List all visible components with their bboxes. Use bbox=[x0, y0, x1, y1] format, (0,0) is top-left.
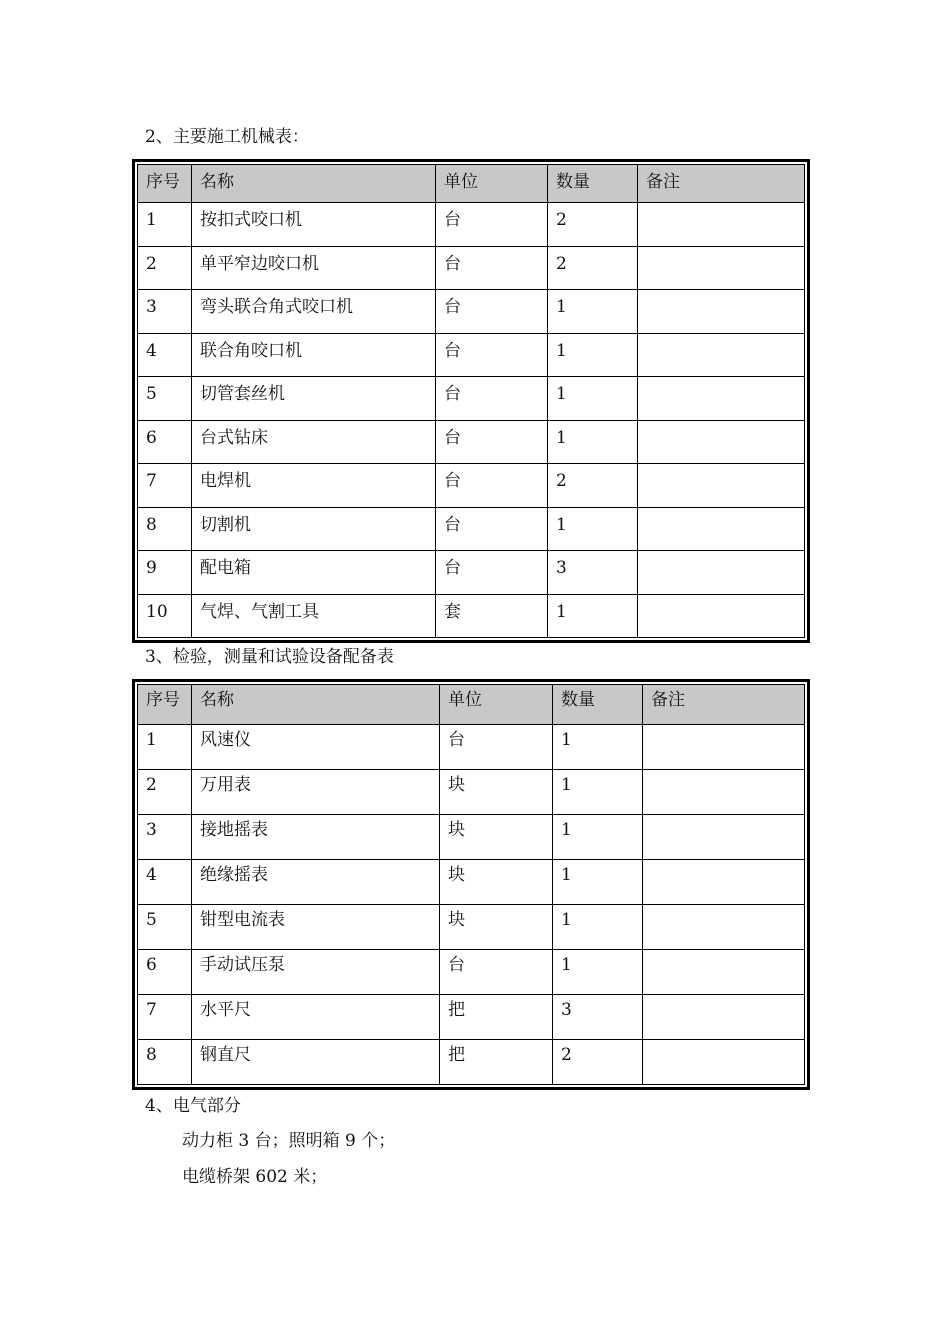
cell-quantity: 3 bbox=[548, 551, 638, 595]
machinery-section-title: 2、主要施工机械表： bbox=[145, 127, 309, 147]
cell-index: 4 bbox=[138, 333, 192, 377]
cell-remarks bbox=[643, 950, 805, 995]
cell-quantity: 1 bbox=[548, 377, 638, 421]
cell-unit: 块 bbox=[440, 860, 553, 905]
cell-name: 切管套丝机 bbox=[192, 377, 436, 421]
cell-quantity: 1 bbox=[553, 770, 643, 815]
header-unit: 单位 bbox=[436, 165, 548, 203]
cell-remarks bbox=[643, 725, 805, 770]
cell-name: 切割机 bbox=[192, 507, 436, 551]
cell-quantity: 1 bbox=[553, 905, 643, 950]
cell-quantity: 2 bbox=[548, 203, 638, 247]
machinery-table-frame bbox=[132, 159, 810, 643]
cell-index: 10 bbox=[138, 594, 192, 638]
cell-quantity: 1 bbox=[548, 333, 638, 377]
table-row bbox=[138, 377, 805, 421]
cell-index: 7 bbox=[138, 995, 192, 1040]
cell-name: 按扣式咬口机 bbox=[192, 203, 436, 247]
cell-index: 6 bbox=[138, 950, 192, 995]
table-row bbox=[138, 770, 805, 815]
cell-quantity: 1 bbox=[553, 725, 643, 770]
cell-remarks bbox=[643, 770, 805, 815]
cell-name: 手动试压泵 bbox=[192, 950, 440, 995]
cell-name: 接地摇表 bbox=[192, 815, 440, 860]
cell-remarks bbox=[643, 995, 805, 1040]
cell-unit: 块 bbox=[440, 770, 553, 815]
cell-name: 电焊机 bbox=[192, 464, 436, 508]
cell-quantity: 1 bbox=[548, 594, 638, 638]
electrical-line: 动力柜 3 台；照明箱 9 个； bbox=[182, 1131, 396, 1151]
cell-index: 5 bbox=[138, 905, 192, 950]
cell-name: 风速仪 bbox=[192, 725, 440, 770]
cell-remarks bbox=[638, 333, 805, 377]
cell-unit: 套 bbox=[436, 594, 548, 638]
cell-name: 台式钻床 bbox=[192, 420, 436, 464]
cell-index: 4 bbox=[138, 860, 192, 905]
cell-remarks bbox=[638, 420, 805, 464]
cell-quantity: 1 bbox=[553, 860, 643, 905]
cell-index: 6 bbox=[138, 420, 192, 464]
electrical-line: 电缆桥架 602 米； bbox=[182, 1167, 328, 1187]
table-row bbox=[138, 203, 805, 247]
table-header-row bbox=[138, 685, 805, 725]
table-row bbox=[138, 594, 805, 638]
cell-name: 水平尺 bbox=[192, 995, 440, 1040]
testing-table-frame bbox=[132, 679, 810, 1090]
header-quantity: 数量 bbox=[548, 165, 638, 203]
cell-remarks bbox=[638, 246, 805, 290]
table-row bbox=[138, 290, 805, 334]
cell-index: 3 bbox=[138, 290, 192, 334]
cell-name: 联合角咬口机 bbox=[192, 333, 436, 377]
header-remarks: 备注 bbox=[638, 165, 805, 203]
cell-index: 2 bbox=[138, 770, 192, 815]
header-name: 名称 bbox=[192, 685, 440, 725]
cell-index: 3 bbox=[138, 815, 192, 860]
machinery-table-body bbox=[138, 203, 805, 638]
table-row bbox=[138, 420, 805, 464]
cell-index: 8 bbox=[138, 1040, 192, 1085]
cell-unit: 块 bbox=[440, 815, 553, 860]
cell-unit: 台 bbox=[436, 290, 548, 334]
cell-quantity: 2 bbox=[548, 246, 638, 290]
cell-index: 1 bbox=[138, 725, 192, 770]
cell-name: 弯头联合角式咬口机 bbox=[192, 290, 436, 334]
cell-remarks bbox=[643, 860, 805, 905]
cell-name: 绝缘摇表 bbox=[192, 860, 440, 905]
electrical-section-title: 4、电气部分 bbox=[145, 1096, 241, 1116]
cell-unit: 台 bbox=[436, 464, 548, 508]
cell-unit: 台 bbox=[436, 507, 548, 551]
header-index: 序号 bbox=[138, 165, 192, 203]
table-row bbox=[138, 860, 805, 905]
cell-index: 7 bbox=[138, 464, 192, 508]
header-name: 名称 bbox=[192, 165, 436, 203]
cell-unit: 台 bbox=[440, 950, 553, 995]
cell-remarks bbox=[638, 464, 805, 508]
cell-remarks bbox=[643, 815, 805, 860]
header-unit: 单位 bbox=[440, 685, 553, 725]
table-row bbox=[138, 725, 805, 770]
table-row bbox=[138, 1040, 805, 1085]
cell-remarks bbox=[638, 551, 805, 595]
cell-unit: 台 bbox=[436, 551, 548, 595]
table-row bbox=[138, 333, 805, 377]
cell-name: 万用表 bbox=[192, 770, 440, 815]
cell-unit: 把 bbox=[440, 1040, 553, 1085]
cell-quantity: 2 bbox=[553, 1040, 643, 1085]
cell-remarks bbox=[638, 203, 805, 247]
cell-quantity: 1 bbox=[548, 290, 638, 334]
cell-index: 1 bbox=[138, 203, 192, 247]
cell-index: 2 bbox=[138, 246, 192, 290]
cell-name: 单平窄边咬口机 bbox=[192, 246, 436, 290]
cell-quantity: 1 bbox=[548, 507, 638, 551]
cell-name: 气焊、气割工具 bbox=[192, 594, 436, 638]
cell-remarks bbox=[643, 905, 805, 950]
cell-index: 9 bbox=[138, 551, 192, 595]
cell-name: 钳型电流表 bbox=[192, 905, 440, 950]
machinery-table bbox=[137, 164, 805, 638]
cell-remarks bbox=[638, 507, 805, 551]
table-row bbox=[138, 507, 805, 551]
cell-unit: 台 bbox=[436, 246, 548, 290]
header-remarks: 备注 bbox=[643, 685, 805, 725]
table-row bbox=[138, 246, 805, 290]
table-row bbox=[138, 464, 805, 508]
cell-name: 配电箱 bbox=[192, 551, 436, 595]
cell-quantity: 1 bbox=[553, 950, 643, 995]
cell-index: 8 bbox=[138, 507, 192, 551]
cell-quantity: 2 bbox=[548, 464, 638, 508]
header-quantity: 数量 bbox=[553, 685, 643, 725]
cell-remarks bbox=[643, 1040, 805, 1085]
cell-quantity: 1 bbox=[553, 815, 643, 860]
cell-index: 5 bbox=[138, 377, 192, 421]
cell-unit: 块 bbox=[440, 905, 553, 950]
cell-name: 钢直尺 bbox=[192, 1040, 440, 1085]
table-row bbox=[138, 815, 805, 860]
table-row bbox=[138, 950, 805, 995]
cell-remarks bbox=[638, 594, 805, 638]
cell-quantity: 1 bbox=[548, 420, 638, 464]
cell-unit: 把 bbox=[440, 995, 553, 1040]
table-row bbox=[138, 905, 805, 950]
header-index: 序号 bbox=[138, 685, 192, 725]
table-header-row bbox=[138, 165, 805, 203]
cell-remarks bbox=[638, 290, 805, 334]
cell-remarks bbox=[638, 377, 805, 421]
testing-section-title: 3、检验，测量和试验设备配备表 bbox=[145, 647, 394, 667]
testing-table bbox=[137, 684, 805, 1085]
cell-unit: 台 bbox=[436, 420, 548, 464]
testing-table-body bbox=[138, 725, 805, 1085]
cell-unit: 台 bbox=[436, 377, 548, 421]
table-row bbox=[138, 551, 805, 595]
cell-unit: 台 bbox=[436, 333, 548, 377]
cell-unit: 台 bbox=[440, 725, 553, 770]
table-row bbox=[138, 995, 805, 1040]
cell-quantity: 3 bbox=[553, 995, 643, 1040]
cell-unit: 台 bbox=[436, 203, 548, 247]
